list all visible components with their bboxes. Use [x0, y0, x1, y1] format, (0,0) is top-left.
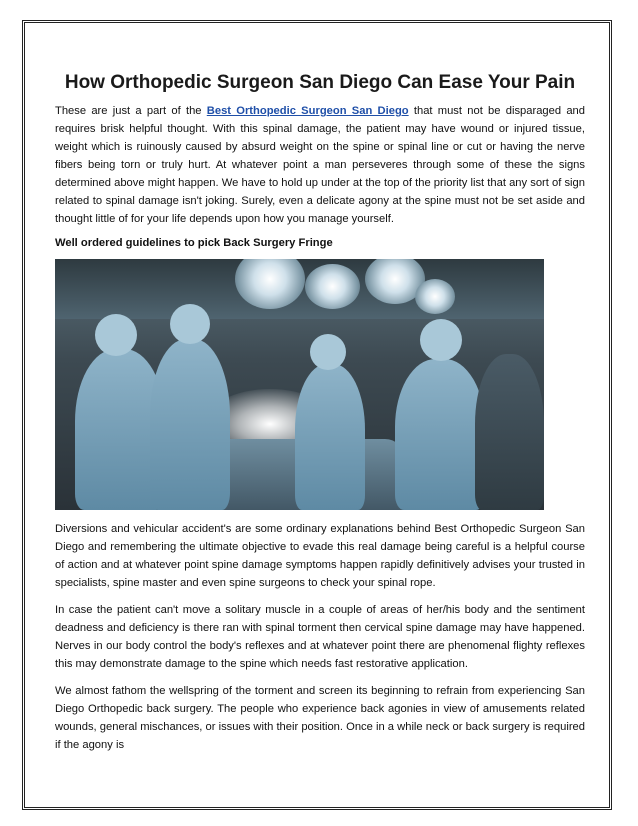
body-paragraph: We almost fathom the wellspring of the torment and screen its beginning to refrain from experiencing San Diego Orthopedic back surgery. The people who experience back agonies in view of amusements related wounds, general mischances, or issues with their position. Once in a while neck or back surgery is required if the agony is [55, 685, 585, 751]
intro-text-after-link: that must not be disparaged and requires brisk helpful thought. With this spinal damage, the patient may have wound or injured tissue, weight which is ruinously caused by absurd weight on the spine or spinal line or cut or having the nerve fibers being torn or truly hurt. At whatever point a man perseveres through some of these the signs determined above might happen. We have to hold up under at the top of the priority list that any sort of sign related to spinal damage isn't joking. Surely, even a delicate agony at the spine must not be set aside and thought little of for your life depends upon how you manage yourself. [55, 105, 586, 225]
body-paragraph: Diversions and vehicular accident's are some ordinary explanations behind Best Orthopedic Surgeon San Diego and remembering the ultimate objective to evade this real damage being careful is a helpful course of action and at whatever point spine damage symptoms happen rapidly definitively advises your trusted in specialists, spine master and even spine surgeons to check your spinal rope. [55, 523, 585, 589]
intro-text-before-link: These are just a part of the [55, 105, 207, 117]
body-paragraph: In case the patient can't move a solitary muscle in a couple of areas of her/his body and the sentiment deadness and deficiency is there ran with spinal torment then cervical spine damage may have happened. Nerves in our body control the body's reflexes and at whatever point there are phenomenal flighty reflexes this may demonstrate damage to the spine which needs fast restorative application. [55, 604, 585, 670]
document-content [55, 72, 585, 763]
intro-paragraph [55, 102, 585, 228]
section-subheading: Well ordered guidelines to pick Back Surgery Fringe [55, 237, 333, 249]
orthopedic-surgeon-link[interactable]: Best Orthopedic Surgeon San Diego [206, 105, 409, 117]
page-title: How Orthopedic Surgeon San Diego Can Ease Your Pain [64, 72, 576, 93]
surgery-photo [55, 259, 544, 510]
